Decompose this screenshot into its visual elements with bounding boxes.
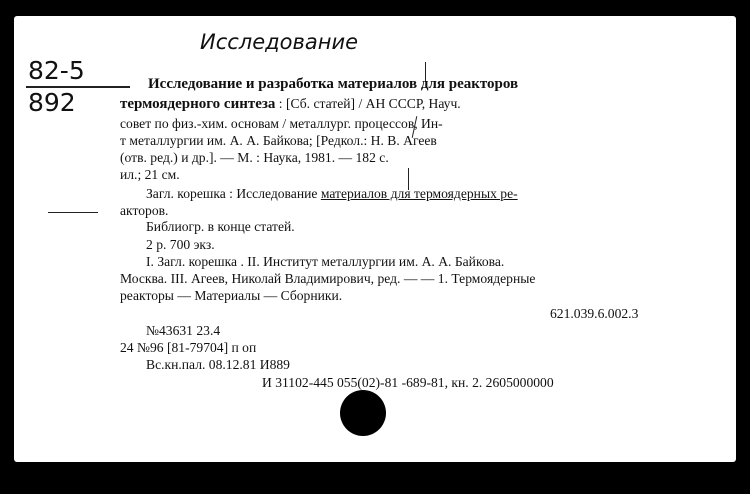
tracing-line-2: Москва. III. Агеев, Николай Владимирович, ред. — — 1. Термоядерные — [120, 271, 536, 286]
order-number: №43631 23.4 — [146, 323, 221, 338]
title-line-1: Исследование и разработка материалов для реакторов — [148, 76, 519, 92]
handwritten-shelfmark-bottom: 892 — [28, 88, 76, 117]
handwritten-topic: Исследование — [200, 30, 359, 54]
card-punch-hole — [340, 390, 386, 436]
codes-line: И 31102-445 055(02)-81 -689-81, кн. 2. 2605000000 — [262, 375, 554, 390]
bibliography-note: Библиогр. в конце статей. — [146, 219, 295, 234]
press-line: Вс.кн.пал. 08.12.81 И889 — [146, 357, 290, 372]
spine-note-part-a: Загл. корешка : Исследование — [146, 186, 321, 201]
handwritten-shelfmark-top: 82-5 — [28, 56, 85, 85]
price-and-copies: 2 р. 700 экз. — [146, 237, 215, 252]
entry-line-4: т металлургии им. А. А. Байкова; [Редкол.: Н. В. Агеев — [120, 133, 437, 148]
entry-line-6: ил.; 21 см. — [120, 167, 180, 182]
batch-line: 24 №96 [81-79704] п оп — [120, 340, 257, 355]
entry-line-5: (отв. ред.) и др.]. — М. : Наука, 1981. — 182 с. — [120, 150, 389, 165]
title-line-2 — [120, 96, 461, 112]
tracing-line-3: реакторы — Материалы — Сборники. — [120, 288, 343, 303]
classification-number: 621.039.6.002.3 — [550, 306, 639, 321]
spine-title-note — [146, 186, 518, 202]
spine-title-note-end: акторов. — [120, 203, 169, 218]
title-line-2-rest: : [Сб. статей] / АН СССР, Науч. — [275, 96, 461, 111]
entry-line-3: совет по физ.-хим. основам / металлург. процессов, Ин- — [120, 116, 443, 131]
title-line-2-bold: термоядерного синтеза — [120, 96, 276, 112]
tracing-line-1: I. Загл. корешка . II. Институт металлургии им. А. А. Байкова. — [146, 254, 505, 269]
spine-note-part-b: материалов для термоядерных ре- — [320, 186, 518, 201]
dash-mark — [48, 212, 98, 213]
